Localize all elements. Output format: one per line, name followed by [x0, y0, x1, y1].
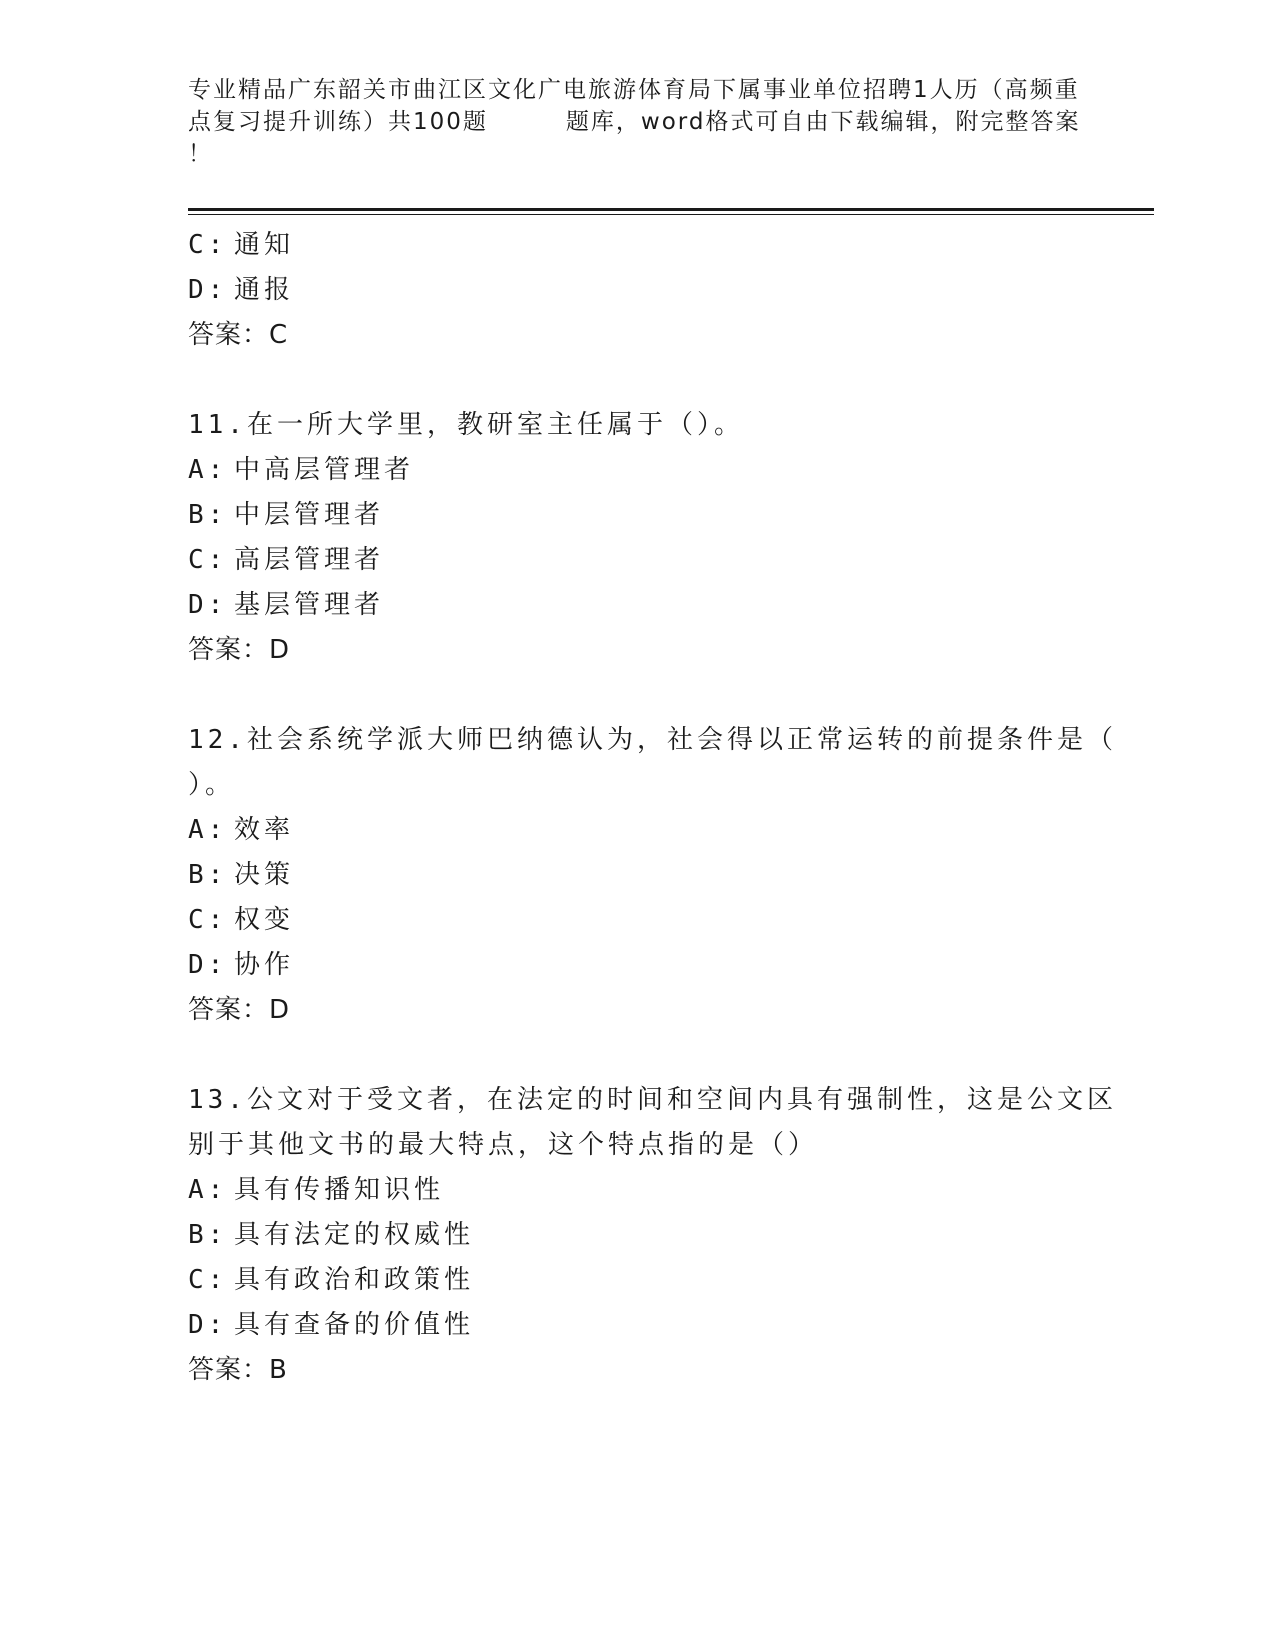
- option-d: [188, 268, 1088, 313]
- option-text: 效率: [234, 815, 295, 845]
- title-line-2: [188, 106, 1088, 138]
- answer-line: 答案：D: [188, 635, 291, 665]
- option-label: A:: [188, 1175, 228, 1205]
- option-text: 高层管理者: [234, 545, 385, 575]
- option-text: 具有查备的价值性: [234, 1310, 475, 1340]
- option-text: 具有法定的权威性: [234, 1220, 475, 1250]
- option-a: [188, 1168, 1088, 1213]
- option-text: 通知: [234, 230, 295, 260]
- option-c: [188, 898, 1088, 943]
- question-13: [188, 1078, 1117, 1393]
- question-stem-line-2: ）。: [188, 770, 236, 800]
- option-text: 决策: [234, 860, 295, 890]
- option-text: 基层管理者: [234, 590, 385, 620]
- question-stem-line-1: 13.公文对于受文者，在法定的时间和空间内具有强制性，这是公文区: [188, 1085, 1117, 1115]
- document-title: [188, 74, 1088, 170]
- option-text: 具有传播知识性: [234, 1175, 445, 1205]
- answer-line: 答案：D: [188, 995, 291, 1025]
- title-line-2-part-1: 点复习提升训练）共100题: [188, 109, 488, 135]
- option-b: [188, 493, 1088, 538]
- option-label: B:: [188, 860, 228, 890]
- option-c: [188, 538, 1088, 583]
- option-label: D:: [188, 590, 228, 620]
- question-11: [188, 403, 1088, 673]
- question-stem: 11.在一所大学里，教研室主任属于（）。: [188, 410, 744, 440]
- option-label: A:: [188, 455, 228, 485]
- option-text: 具有政治和政策性: [234, 1265, 475, 1295]
- question-stem-line-1: 12.社会系统学派大师巴纳德认为，社会得以正常运转的前提条件是（: [188, 725, 1117, 755]
- title-line-1: 专业精品广东韶关市曲江区文化广电旅游体育局下属事业单位招聘1人历（高频重: [188, 77, 1080, 103]
- question-stem-line-2: 别于其他文书的最大特点，这个特点指的是（）: [188, 1130, 819, 1160]
- option-label: C:: [188, 1265, 228, 1295]
- option-text: 通报: [234, 275, 295, 305]
- option-text: 权变: [234, 905, 295, 935]
- option-label: D:: [188, 950, 228, 980]
- option-d: [188, 1303, 1088, 1348]
- previous-question-tail: [188, 223, 1088, 358]
- option-text: 协作: [234, 950, 295, 980]
- option-label: D:: [188, 1310, 228, 1340]
- question-content: [188, 223, 1117, 1393]
- option-c: [188, 1258, 1088, 1303]
- option-label: C:: [188, 905, 228, 935]
- option-label: B:: [188, 500, 228, 530]
- option-label: D:: [188, 275, 228, 305]
- option-label: B:: [188, 1220, 228, 1250]
- option-d: [188, 583, 1088, 628]
- header-divider-thick: [188, 208, 1154, 211]
- option-a: [188, 808, 1088, 853]
- question-12: [188, 718, 1117, 1033]
- option-text: 中高层管理者: [234, 455, 415, 485]
- option-c: [188, 223, 1088, 268]
- option-label: C:: [188, 230, 228, 260]
- option-text: 中层管理者: [234, 500, 385, 530]
- header-divider-thin: [188, 214, 1154, 215]
- option-label: A:: [188, 815, 228, 845]
- option-label: C:: [188, 545, 228, 575]
- answer-line: 答案：B: [188, 1355, 288, 1385]
- title-line-3: ！: [188, 141, 213, 167]
- option-a: [188, 448, 1088, 493]
- option-d: [188, 943, 1088, 988]
- option-b: [188, 853, 1088, 898]
- option-b: [188, 1213, 1088, 1258]
- answer-line: 答案：C: [188, 320, 289, 350]
- title-line-2-part-2: 题库，word格式可自由下载编辑，附完整答案: [565, 109, 1081, 135]
